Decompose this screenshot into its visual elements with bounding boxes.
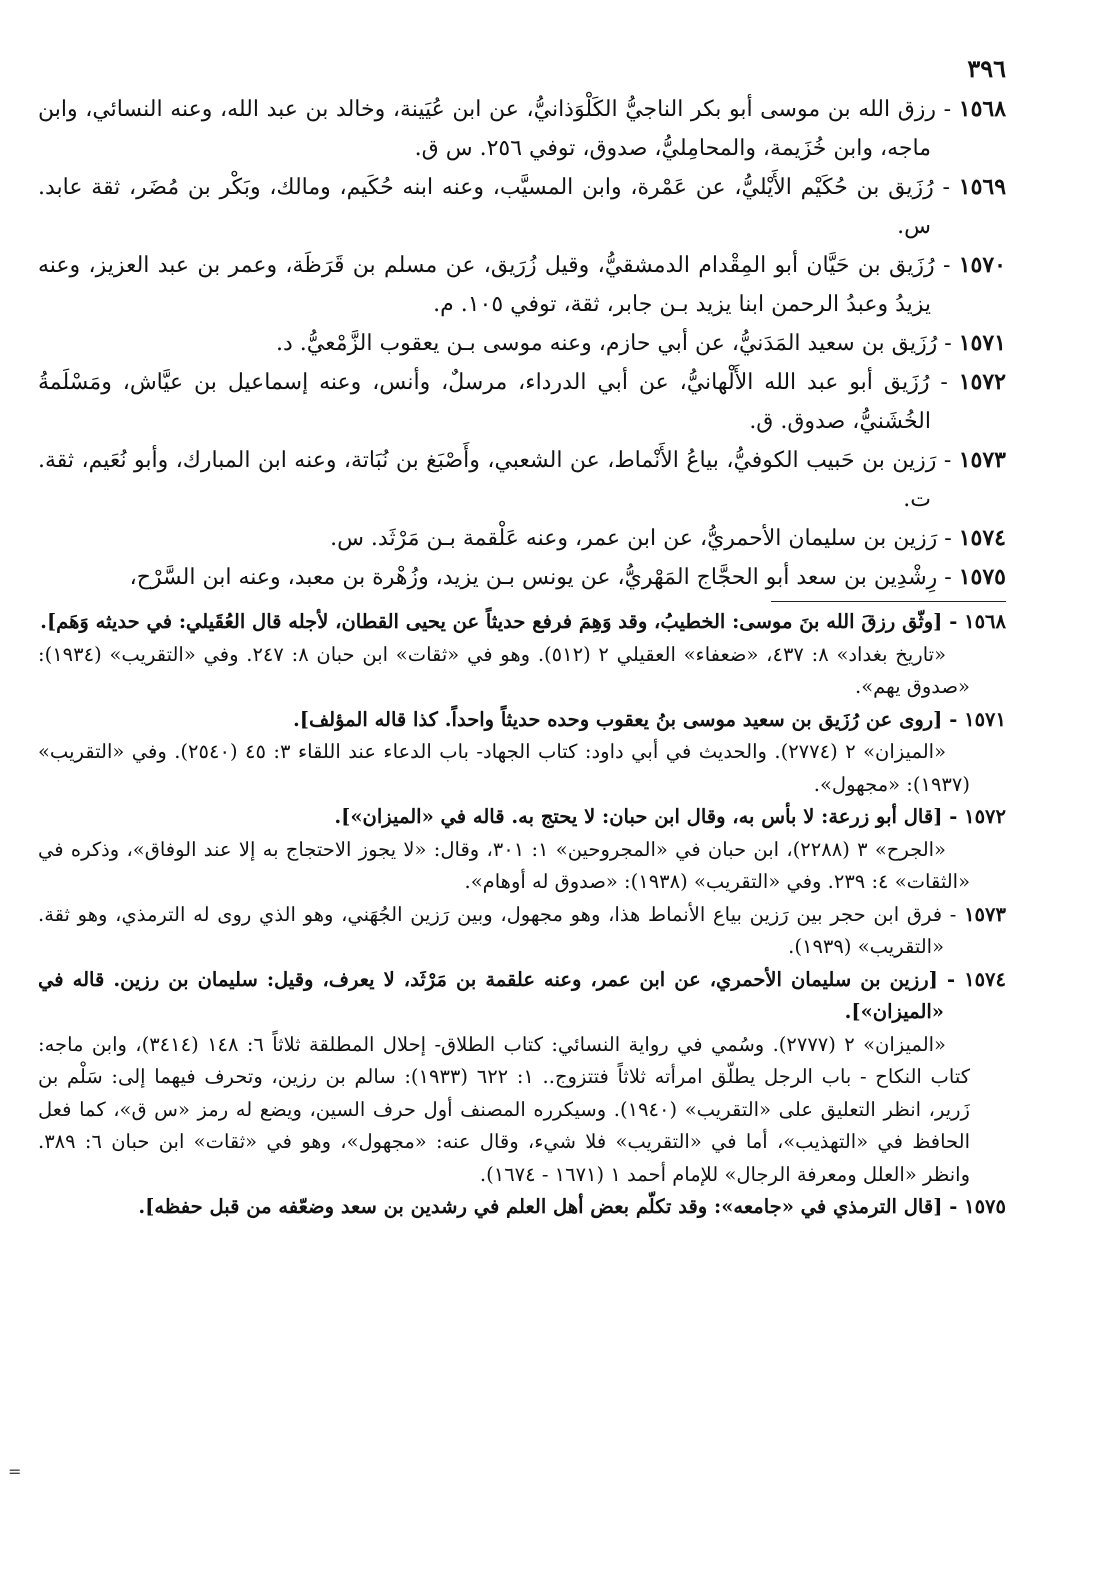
note-number: ١٥٧٣ xyxy=(964,902,1006,926)
entry-text: رزق الله بن موسى أبو بكر الناجيُّ الكَلْوَذانيُّ، عن ابن عُيَينة، وخالد بن عبد الله، وعنه النسائي، وابن ماجه، وابن خُزَيمة، والمحامِليُّ، صدوق، توفي ٢٥٦. س ق. xyxy=(38,97,937,161)
entry: ١٥٧١ - رُزَيق بن سعيد المَدَنيُّ، عن أبي حازم، وعنه موسى بـن يعقوب الزَّمْعيُّ. د. xyxy=(276,330,1006,356)
entry: ١٥٧٢ - رُزَيق أبو عبد الله الأَلْهانيُّ، عن أبي الدرداء، مرسلٌ، وأنس، وعنه إسماعيل بن عيَّاش، ومَسْلَمةُ الخُشَنيُّ، صدوق. ق. xyxy=(38,369,1006,434)
entry-number: ١٥٧٠ xyxy=(958,252,1006,278)
note-text: فرق ابن حجر بين رَزين بياع الأنماط هذا، وهو مجهول، وبين رَزين الجُهَني، وهو الذي روى له الترمذي، وهو ثقة. «التقريب» (١٩٣٩). xyxy=(38,902,944,958)
entry-number: ١٥٧٤ xyxy=(958,525,1006,551)
entry: ١٥٧٠ - رُزَيق بن حَيَّان أبو المِقْدام الدمشقيُّ، وقيل زُرَيق، عن مسلم بن قَرَظَة، وعمر بن عبد العزيز، وعنه يزيدُ وعبدُ الرحمن ابنا يزيد بـن جابر، ثقة، توفي ١٠٥. م. xyxy=(38,252,1006,317)
footnote-separator xyxy=(771,601,1006,602)
note-heading: ١٥٧٥ - [قال الترمذي في «جامعه»: وقد تكلّم بعض أهل العلم في رشدين بن سعد وضعّفه من قبل حفظه]. xyxy=(138,1195,1006,1218)
entry-text: رُزَيق أبو عبد الله الأَلْهانيُّ، عن أبي الدرداء، مرسلٌ، وأنس، وعنه إسماعيل بن عيَّاش، ومَسْلَمةُ الخُشَنيُّ، صدوق. ق. xyxy=(38,370,931,434)
entry-text: رُزَيق بن حَيَّان أبو المِقْدام الدمشقيُّ، وقيل زُرَيق، عن مسلم بن قَرَظَة، وعمر بن عبد العزيز، وعنه يزيدُ وعبدُ الرحمن ابنا يزيد بـن جابر، ثقة، توفي ١٠٥. م. xyxy=(38,253,935,317)
entry-text: رِشْدِين بن سعد أبو الحجَّاج المَهْريُّ، عن يونس بـن يزيد، وزُهْرة بن معبد، وعنه ابن السَّرْح، xyxy=(129,565,938,590)
note-heading: ١٥٦٨ - [وثّق رزقَ الله بنَ موسى: الخطيبُ، وقد وَهِمَ فرفع حديثاً عن يحيى القطان، لأجله قال العُقَيلي: في حديثه وَهَم]. xyxy=(40,610,1006,633)
note-heading: ١٥٧٢ - [قال أبو زرعة: لا بأس به، وقال ابن حبان: لا يحتج به. قاله في «الميزان»]. xyxy=(334,805,1006,828)
note-number: ١٥٦٨ xyxy=(964,610,1006,633)
continuation-mark: = xyxy=(8,1462,22,1481)
footnotes xyxy=(38,606,1006,1224)
note-text: [قال الترمذي في «جامعه»: وقد تكلّم بعض أهل العلم في رشدين بن سعد وضعّفه من قبل حفظه]. xyxy=(138,1195,943,1218)
note-number: ١٥٧٢ xyxy=(964,805,1006,828)
page-number: ٣٩٦ xyxy=(967,54,1006,83)
entry-text: رُزَيق بن حُكَيْم الأَيْليُّ، عن عَمْرة، وابن المسيَّب، وعنه ابنه حُكَيم، ومالك، وبَكْر بن مُضَر، ثقة عابد. س. xyxy=(38,175,934,239)
entry-text: رَزين بن سليمان الأحمريُّ، عن ابن عمر، وعنه عَلْقمة بـن مَرْثَد. س. xyxy=(330,526,938,551)
note-text: [قال أبو زرعة: لا بأس به، وقال ابن حبان: لا يحتج به. قاله في «الميزان»]. xyxy=(334,805,943,828)
note-heading: ١٥٧٣ - فرق ابن حجر بين رَزين بياع الأنماط هذا، وهو مجهول، وبين رَزين الجُهَني، وهو الذي روى له الترمذي، وهو ثقة. «التقريب» (١٩٣٩). xyxy=(38,902,1006,958)
note-references: «الجرح» ٣ (٢٢٨٨)، ابن حبان في «المجروحين» ١: ٣٠١، وقال: «لا يجوز الاحتجاج به إلا عند الوفاق»، وذكره في «الثقات» ٤: ٢٣٩. وفي «التقريب» (١٩٣٨): «صدوق له أوهام». xyxy=(38,837,970,893)
note-references: «الميزان» ٢ (٢٧٧٧). وسُمي في رواية النسائي: كتاب الطلاق- إحلال المطلقة ثلاثاً ٦: ١٤٨ (٣٤١٤)، وابن ماجه: كتاب النكاح - باب الرجل يطلّق امرأته ثلاثاً فتتزوج.. ١: ٦٢٢ (١٩٣٣): سالم بن رزين، وتحرف فيهما إلى: سَلْم بن زَرير، انظر التعليق على «التقريب» (١٩٤٠). وسيكرره المصنف أول حرف السين، ويضع له رمز «س ق»، كما فعل الحافظ في «التهذيب»، أما في «التقريب» فلا شيء، وقال عنه: «مجهول»، وهو في «ثقات» ابن حبان ٦: ٣٨٩. وانظر «العلل ومعرفة الرجال» للإمام أحمد ١ (١٦٧١ - ١٦٧٤). xyxy=(38,1032,970,1186)
note-text: [رزين بن سليمان الأحمري، عن ابن عمر، وعنه علقمة بن مَرْثَد، لا يعرف، وقيل: سليمان بن رزين. قاله في «الميزان»]. xyxy=(38,967,944,1023)
main-entries xyxy=(38,90,1006,597)
note-number: ١٥٧١ xyxy=(964,707,1006,731)
entry-number: ١٥٧٢ xyxy=(958,369,1006,395)
entry-number: ١٥٧٥ xyxy=(958,564,1006,590)
entry: ١٥٧٤ - رَزين بن سليمان الأحمريُّ، عن ابن عمر، وعنه عَلْقمة بـن مَرْثَد. س. xyxy=(330,525,1006,551)
entry: ١٥٦٩ - رُزَيق بن حُكَيْم الأَيْليُّ، عن عَمْرة، وابن المسيَّب، وعنه ابنه حُكَيم، ومالك، وبَكْر بن مُضَر، ثقة عابد. س. xyxy=(38,174,1007,239)
entry: ١٥٧٥ - رِشْدِين بن سعد أبو الحجَّاج المَهْريُّ، عن يونس بـن يزيد، وزُهْرة بن معبد، وعنه ابن السَّرْح، xyxy=(129,564,1006,590)
entry-number: ١٥٦٩ xyxy=(958,174,1007,200)
entry-number: ١٥٧١ xyxy=(958,330,1006,356)
note-text: [وثّق رزقَ الله بنَ موسى: الخطيبُ، وقد وَهِمَ فرفع حديثاً عن يحيى القطان، لأجله قال العُقَيلي: في حديثه وَهَم]. xyxy=(40,610,943,633)
note-number: ١٥٧٤ xyxy=(964,967,1006,991)
entry-number: ١٥٧٣ xyxy=(958,447,1006,473)
entry: ١٥٦٨ - رزق الله بن موسى أبو بكر الناجيُّ الكَلْوَذانيُّ، عن ابن عُيَينة، وخالد بن عبد الله، وعنه النسائي، وابن ماجه، وابن خُزَيمة، والمحامِليُّ، صدوق، توفي ٢٥٦. س ق. xyxy=(38,96,1007,161)
note-text: [روى عن رُزَيق بن سعيد موسى بنُ يعقوب وحده حديثاً واحداً. كذا قاله المؤلف]. xyxy=(292,707,943,731)
entry-number: ١٥٦٨ xyxy=(958,96,1007,122)
note-number: ١٥٧٥ xyxy=(964,1195,1006,1218)
note-references: «الميزان» ٢ (٢٧٧٤). والحديث في أبي داود: كتاب الجهاد- باب الدعاء عند اللقاء ٣: ٤٥ (٢٥٤٠). وفي «التقريب» (١٩٣٧): «مجهول». xyxy=(38,740,970,796)
entry-text: رَزين بن حَبيب الكوفيُّ، بياعُ الأَنْماط، عن الشعبي، وأَصْبَغ بن نُبَاتة، وعنه ابن المبارك، وأبو نُعَيم، ثقة. ت. xyxy=(38,448,937,512)
note-references: «تاريخ بغداد» ٨: ٤٣٧، «ضعفاء» العقيلي ٢ (٥١٢). وهو في «ثقات» ابن حبان ٨: ٢٤٧. وفي «التقريب» (١٩٣٤): «صدوق يهم». xyxy=(38,642,970,698)
entry-text: رُزَيق بن سعيد المَدَنيُّ، عن أبي حازم، وعنه موسى بـن يعقوب الزَّمْعيُّ. د. xyxy=(276,331,938,356)
note-heading: ١٥٧١ - [روى عن رُزَيق بن سعيد موسى بنُ يعقوب وحده حديثاً واحداً. كذا قاله المؤلف]. xyxy=(292,707,1006,731)
note-heading: ١٥٧٤ - [رزين بن سليمان الأحمري، عن ابن عمر، وعنه علقمة بن مَرْثَد، لا يعرف، وقيل: سليمان بن رزين. قاله في «الميزان»]. xyxy=(38,967,1006,1023)
entry: ١٥٧٣ - رَزين بن حَبيب الكوفيُّ، بياعُ الأَنْماط، عن الشعبي، وأَصْبَغ بن نُبَاتة، وعنه ابن المبارك، وأبو نُعَيم، ثقة. ت. xyxy=(38,447,1006,512)
